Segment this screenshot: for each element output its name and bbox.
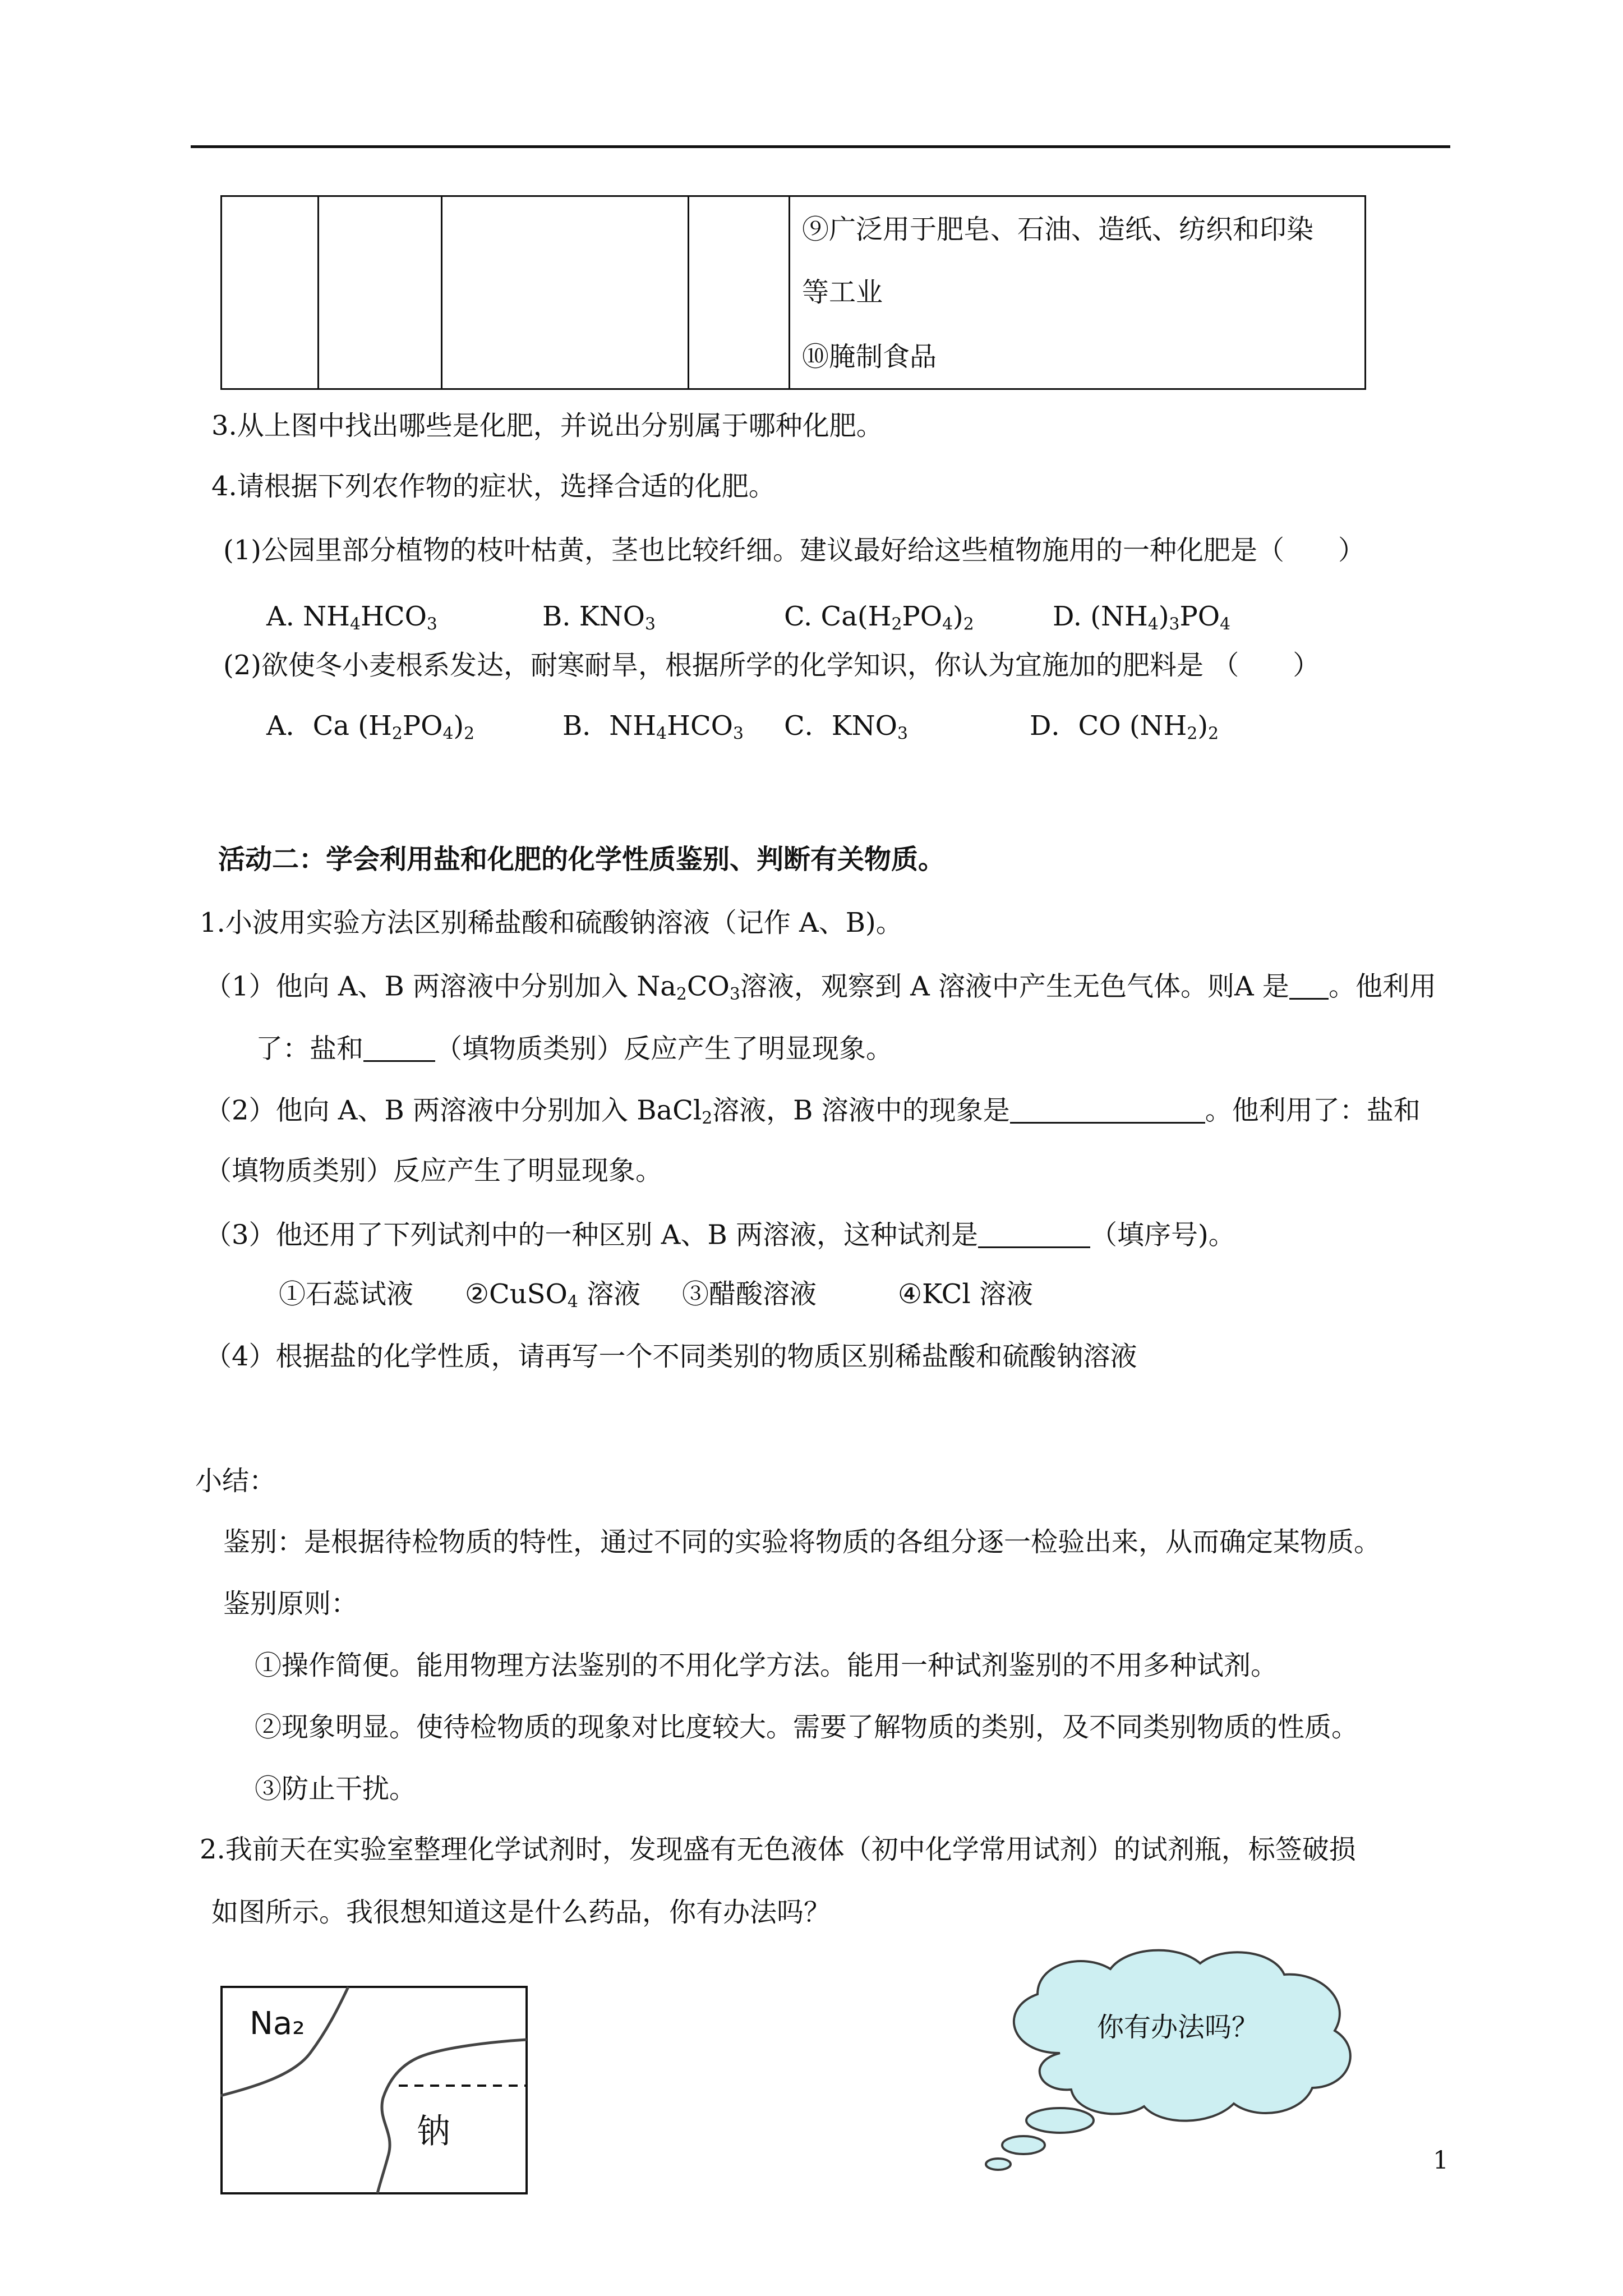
question-3: 3.从上图中找出哪些是化肥，并说出分别属于哪种化肥。	[211, 410, 883, 441]
principle-1: ①操作简便。能用物理方法鉴别的不用化学方法。能用一种试剂鉴别的不用多种试剂。	[255, 1650, 1278, 1681]
thought-cloud	[976, 1941, 1380, 2188]
table-cell	[442, 196, 689, 389]
question-4-title: 4.请根据下列农作物的症状，选择合适的化肥。	[211, 471, 776, 502]
sub-question-1-cont: 了：盐和 （填物质类别）反应产生了明显现象。	[256, 1033, 893, 1065]
table-line-1: ⑨广泛用于肥皂、石油、造纸、纺织和印染	[802, 214, 1314, 245]
table-line-2: 等工业	[802, 277, 883, 308]
sub-question-2: （2）他向 A、B 两溶液中分别加入 BaCl$_2$溶液，B 溶液中的现象是 。他利用了：盐和	[205, 1094, 1421, 1128]
principle-2: ②现象明显。使待检物质的现象对比度较大。需要了解物质的类别，及不同类别物质的性质。	[255, 1711, 1359, 1743]
table-cell	[689, 196, 790, 389]
question-4-part-1: (1)公园里部分植物的枝叶枯黄，茎也比较纤细。建议最好给这些植物施用的一种化肥是（ ）	[223, 535, 1365, 566]
sub-question-3: （3）他还用了下列试剂中的一种区别 A、B 两溶液，这种试剂是 （填序号)。	[205, 1219, 1235, 1251]
sub-question-4: （4）根据盐的化学性质，请再写一个不同类别的物质区别稀盐酸和硫酸钠溶液	[205, 1341, 1137, 1372]
label-text-bottom: 钠	[417, 2112, 450, 2151]
question-2-line-2: 如图所示。我很想知道这是什么药品，你有办法吗？	[211, 1897, 831, 1928]
q4-p2-option-a: A．Ca $(H_2PO_4)_2$	[266, 710, 475, 744]
q4-p1-option-d: D. $(NH_4)_3PO_4$	[1053, 601, 1231, 634]
summary-principle: 鉴别原则：	[223, 1588, 358, 1619]
q4-p1-option-c: C. $Ca(H_2PO_4)_2$	[784, 601, 974, 634]
summary-heading: 小结：	[195, 1465, 276, 1497]
cloud-text: 你有办法吗？	[1096, 2012, 1259, 2043]
answer-blank[interactable]	[1010, 1094, 1205, 1124]
q4-p2-option-b: B．$NH_4HCO_3$	[562, 710, 744, 744]
activity-2-question-1: 1.小波用实验方法区别稀盐酸和硫酸钠溶液（记作 A、B)。	[200, 907, 903, 938]
label-text-top: Na₂	[250, 2005, 305, 2042]
answer-blank[interactable]	[1289, 970, 1329, 1000]
question-2-line-1: 2.我前天在实验室整理化学试剂时，发现盛有无色液体（初中化学常用试剂）的试剂瓶，标签破损	[200, 1834, 1356, 1865]
summary-definition: 鉴别：是根据待检物质的特性，通过不同的实验将物质的各组分逐一检验出来，从而确定某物质。	[223, 1526, 1381, 1558]
reagent-option-2: ②CuSO$_4$ 溶液	[465, 1278, 641, 1312]
q4-p1-option-b: B. $KNO_3$	[542, 601, 656, 634]
reagent-option-3: ③醋酸溶液	[682, 1278, 817, 1310]
q4-p2-option-c: C．$KNO_3$	[784, 710, 908, 744]
thought-bubble-small	[986, 2159, 1011, 2170]
reagent-option-1: ①石蕊试液	[279, 1278, 414, 1310]
torn-label-figure	[220, 1986, 528, 2194]
sub-question-1: （1）他向 A、B 两溶液中分别加入 $Na_2CO_3$溶液，观察到 A 溶液中产生无色气体。则A 是 。他利用	[205, 970, 1436, 1004]
question-4-part-2: (2)欲使冬小麦根系发达，耐寒耐旱，根据所学的化学知识，你认为宜施加的肥料是 （ ）	[223, 650, 1320, 681]
answer-blank[interactable]	[363, 1032, 435, 1062]
thought-bubble-medium	[1002, 2136, 1045, 2154]
answer-blank[interactable]	[978, 1218, 1090, 1248]
table-cell	[222, 196, 319, 389]
table-cell	[319, 196, 442, 389]
activity-2-heading: 活动二：学会利用盐和化肥的化学性质鉴别、判断有关物质。	[218, 844, 946, 875]
reagent-option-4: ④KCl 溶液	[898, 1278, 1033, 1310]
page-number: 1	[1433, 2146, 1449, 2175]
q4-p2-option-d: D．CO $(NH_2)_2$	[1030, 710, 1219, 744]
header-rule	[191, 145, 1450, 148]
sub-question-2-cont: （填物质类别）反应产生了明显现象。	[205, 1155, 663, 1186]
table-line-3: ⑩腌制食品	[802, 341, 937, 372]
thought-bubble-large	[1026, 2108, 1094, 2133]
q4-p1-option-a: A. $NH_4HCO_3$	[266, 601, 437, 634]
principle-3: ③防止干扰。	[255, 1773, 417, 1805]
